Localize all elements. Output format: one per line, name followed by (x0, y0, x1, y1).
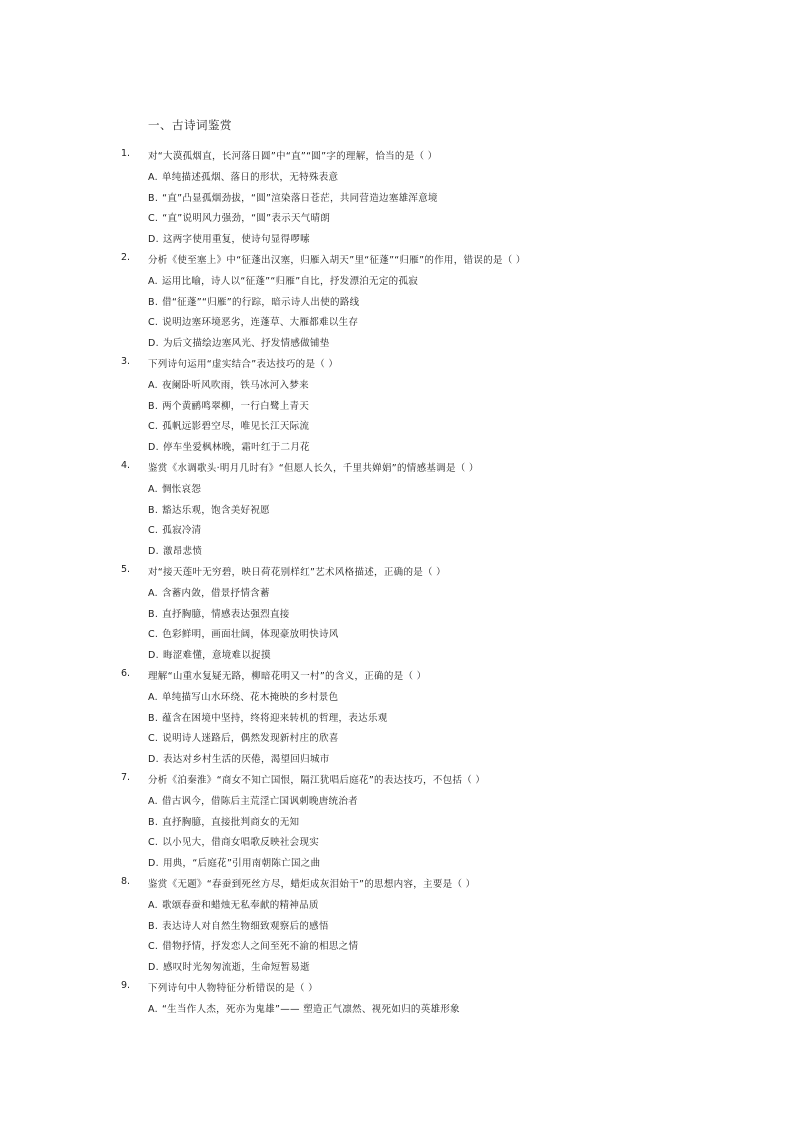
question-number: 6. (121, 668, 131, 679)
option-label: A. (148, 691, 158, 703)
option-text: 停车坐爱枫林晚，霜叶红于二月花 (162, 442, 310, 454)
answer-option (148, 502, 270, 516)
option-text: 夜阑卧听风吹雨，铁马冰河入梦来 (161, 379, 309, 391)
question-number: 8. (121, 876, 131, 887)
option-label: A. (148, 795, 158, 807)
option-label: C. (148, 629, 159, 641)
answer-option (148, 398, 309, 412)
option-text: 含蓄内敛，借景抒情含蓄 (161, 587, 270, 599)
option-text: 用典，“后庭花”引用南朝陈亡国之曲 (162, 858, 321, 870)
option-label: B. (148, 296, 159, 308)
option-text: 这两字使用重复，使诗句显得啰嗦 (162, 234, 310, 246)
question-number: 7. (121, 772, 131, 783)
answer-option (148, 959, 310, 973)
question-number: 4. (121, 460, 131, 471)
option-text: 孤寂冷清 (162, 525, 202, 537)
option-label: C. (148, 213, 159, 225)
option-label: D. (148, 650, 159, 662)
option-label: A. (148, 171, 158, 183)
question-stem: 鉴赏《无题》“春蚕到死丝方尽，蜡炬成灰泪始干”的思想内容，主要是（ ） (148, 879, 476, 890)
answer-option (148, 439, 310, 453)
question-number: 5. (121, 564, 131, 575)
answer-option (148, 834, 319, 848)
question-stem: 分析《泊秦淮》“商女不知亡国恨，隔江犹唱后庭花”的表达技巧，不包括（ ） (148, 775, 486, 786)
option-text: 感叹时光匆匆流逝，生命短暂易逝 (162, 962, 310, 974)
option-label: B. (148, 608, 159, 620)
option-text: 晦涩难懂，意境难以捉摸 (162, 650, 271, 662)
option-text: 说明诗人迷路后，偶然发现新村庄的欣喜 (162, 733, 339, 745)
option-label: C. (148, 525, 159, 537)
answer-option (148, 418, 309, 432)
option-label: A. (148, 899, 158, 911)
question-number: 3. (121, 356, 131, 367)
answer-option (148, 210, 330, 224)
option-label: B. (148, 816, 159, 828)
option-text: 为后文描绘边塞风光、抒发情感做铺垫 (162, 338, 330, 350)
answer-option (148, 606, 290, 620)
answer-option (148, 377, 309, 391)
answer-option (148, 730, 339, 744)
answer-option (148, 335, 330, 349)
option-text: 单纯描述孤烟、落日的形状，无特殊表意 (161, 171, 339, 183)
answer-option (148, 751, 330, 765)
answer-option (148, 814, 299, 828)
option-label: D. (148, 546, 159, 558)
option-text: 借“征蓬”“归雁”的行踪，暗示诗人出使的路线 (162, 296, 360, 308)
option-label: A. (148, 275, 158, 287)
answer-option (148, 273, 418, 287)
option-text: 单纯描写山水环绕、花木掩映的乡村景色 (161, 691, 339, 703)
answer-option (148, 918, 329, 932)
answer-option (148, 231, 310, 245)
question-stem: 下列诗句中人物特征分析错误的是（ ） (148, 983, 318, 994)
answer-option (148, 190, 438, 204)
option-label: D. (148, 754, 159, 766)
option-text: 色彩鲜明，画面壮阔，体现豪放明快诗风 (162, 629, 339, 641)
option-text: 表达对乡村生活的厌倦，渴望回归城市 (162, 754, 330, 766)
option-text: “直”凸显孤烟劲拔，“圆”渲染落日苍茫，共同营造边塞雄浑意境 (162, 192, 438, 204)
answer-option (148, 626, 339, 640)
option-text: 表达诗人对自然生物细致观察后的感悟 (162, 920, 329, 932)
answer-option (148, 585, 270, 599)
option-text: “直”说明风力强劲，“圆”表示天气晴朗 (162, 213, 331, 225)
question-stem: 鉴赏《水调歌头·明月几时有》“但愿人长久，千里共婵娟”的情感基调是（ ） (148, 463, 479, 474)
answer-option (148, 169, 338, 183)
answer-option (148, 855, 320, 869)
option-label: A. (148, 587, 158, 599)
option-label: C. (148, 837, 159, 849)
question-stem: 理解“山重水复疑无路，柳暗花明又一村”的含义，正确的是（ ） (148, 671, 427, 682)
option-text: 两个黄鹂鸣翠柳，一行白鹭上青天 (162, 400, 310, 412)
option-label: A. (148, 483, 158, 495)
option-text: 激昂悲愤 (162, 546, 203, 558)
option-text: 直抒胸臆，直接批判商女的无知 (162, 816, 300, 828)
question-stem: 下列诗句运用“虚实结合”表达技巧的是（ ） (148, 359, 339, 370)
option-label: C. (148, 317, 159, 329)
option-text: 歌颂春蚕和蜡烛无私奉献的精神品质 (161, 899, 319, 911)
answer-option (148, 314, 358, 328)
question-stem: 对“接天莲叶无穷碧，映日荷花别样红”艺术风格描述，正确的是（ ） (148, 567, 446, 578)
answer-option (148, 1001, 460, 1015)
answer-option (148, 710, 388, 724)
option-text: “生当作人杰，死亦为鬼雄”—— 塑造正气凛然、视死如归的英雄形象 (161, 1003, 460, 1015)
option-label: D. (148, 858, 159, 870)
option-label: B. (148, 712, 159, 724)
option-text: 借古讽今，借陈后主荒淫亡国讽刺晚唐统治者 (161, 795, 358, 807)
option-text: 以小见大，借商女唱歌反映社会现实 (162, 837, 320, 849)
answer-option (148, 793, 358, 807)
question-stem: 分析《使至塞上》中“征蓬出汉塞，归雁入胡天”里“征蓬”“归雁”的作用，错误的是（ ） (148, 255, 526, 266)
option-text: 借物抒情，抒发恋人之间至死不渝的相思之情 (162, 941, 359, 953)
option-label: B. (148, 400, 159, 412)
option-text: 惆怅哀怨 (161, 483, 202, 495)
question-stem: 对“大漠孤烟直，长河落日圆”中“直”“圆”字的理解，恰当的是（ ） (148, 151, 438, 162)
answer-option (148, 689, 338, 703)
option-text: 说明边塞环境恶劣，连蓬草、大雁都难以生存 (162, 317, 359, 329)
answer-option (148, 938, 358, 952)
option-label: B. (148, 920, 159, 932)
question-number: 1. (121, 148, 131, 159)
answer-option (148, 897, 319, 911)
answer-option (148, 522, 201, 536)
answer-option (148, 647, 271, 661)
option-label: D. (148, 338, 159, 350)
option-label: A. (148, 1003, 158, 1015)
option-label: D. (148, 962, 159, 974)
option-label: A. (148, 379, 158, 391)
option-text: 孤帆远影碧空尽，唯见长江天际流 (162, 421, 310, 433)
option-label: C. (148, 733, 159, 745)
option-label: B. (148, 192, 159, 204)
answer-option (148, 481, 201, 495)
option-label: C. (148, 421, 159, 433)
answer-option (148, 294, 359, 308)
option-label: B. (148, 504, 159, 516)
question-number: 9. (121, 980, 131, 991)
option-text: 直抒胸臆，情感表达强烈直接 (162, 608, 290, 620)
option-label: D. (148, 442, 159, 454)
option-text: 运用比喻，诗人以“征蓬”“归雁”自比，抒发漂泊无定的孤寂 (161, 275, 419, 287)
option-text: 蕴含在困境中坚持，终将迎来转机的哲理，表达乐观 (162, 712, 388, 724)
option-label: C. (148, 941, 159, 953)
section-title: 一、古诗词鉴赏 (148, 118, 232, 132)
option-text: 豁达乐观，饱含美好祝愿 (162, 504, 270, 516)
answer-option (148, 543, 202, 557)
option-label: D. (148, 234, 159, 246)
question-number: 2. (121, 252, 131, 263)
